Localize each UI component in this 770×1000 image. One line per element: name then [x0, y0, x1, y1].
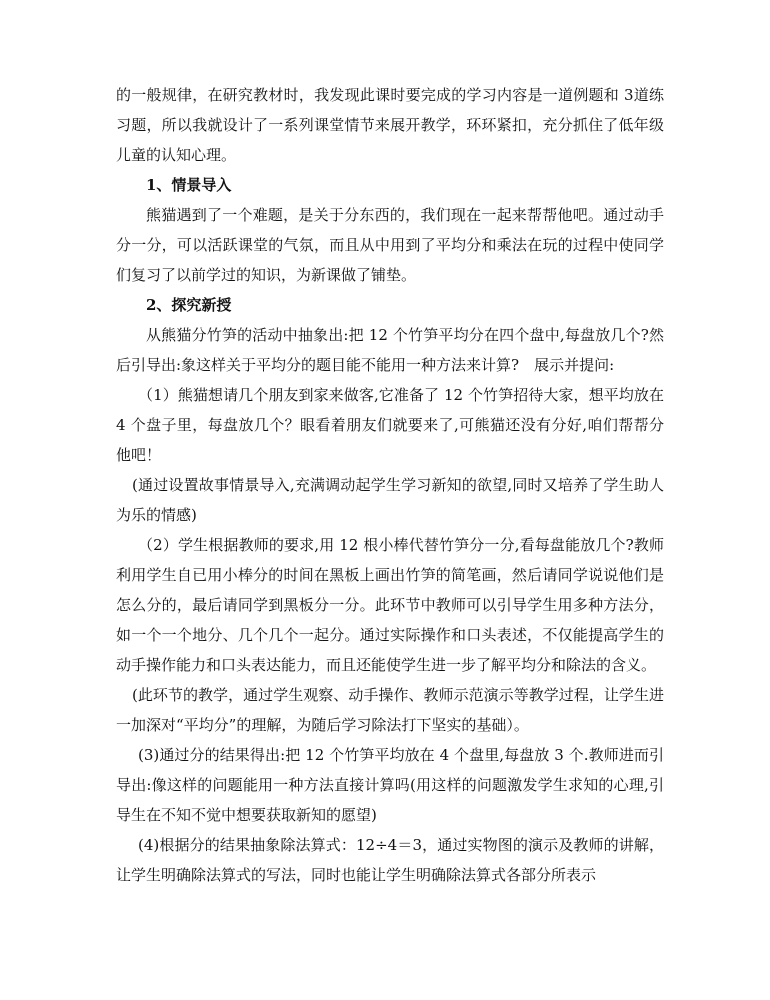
step-3-paragraph: (3)通过分的结果得出:把 12 个竹笋平均放在 4 个盘里,每盘放 3 个.教师进而引导出:像这样的问题能用一种方法直接计算吗(用这样的问题激发学生求知的心理,引导生在不知不觉中想要获取新知的愿望) — [116, 746, 664, 824]
step-1-note: (通过设置故事情景导入,充满调动起学生学习新知的欲望,同时又培养了学生助人为乐的情感) — [116, 476, 664, 524]
step-4-paragraph: (4)根据分的结果抽象除法算式：12÷4＝3，通过实物图的演示及教师的讲解，让学生明确除法算式的写法，同时也能让学生明确除法算式各部分所表示 — [116, 836, 664, 884]
intro-paragraph: 的一般规律，在研究教材时，我发现此课时要完成的学习内容是一道例题和 3道练习题，所以我就设计了一系列课堂情节来展开教学，环环紧扣，充分抓住了低年级儿童的认知心理。 — [116, 86, 664, 164]
step-2-paragraph: （2）学生根据教师的要求,用 12 根小棒代替竹笋分一分,看每盘能放几个?教师利用学生自已用小棒分的时间在黑板上画出竹笋的简笔画，然后请同学说说他们是怎么分的，最后请同学到黑板分一分。此环节中教师可以引导学生用多种方法分，如一个一个地分、几个几个一起分。通过实际操作和口头表述，不仅能提高学生的动手操作能力和口头表达能力，而且还能使学生进一步了解平均分和除法的含义。 — [116, 536, 664, 674]
section-heading-explore: 2、探究新授 — [146, 296, 232, 314]
document-page — [116, 80, 664, 890]
step-2-note: (此环节的教学，通过学生观察、动手操作、教师示范演示等教学过程，让学生进一加深对“平均分”的理解，为随后学习除法打下坚实的基础）。 — [116, 686, 664, 734]
section-heading-scenario: 1、情景导入 — [146, 176, 232, 194]
scenario-paragraph: 熊猫遇到了一个难题，是关于分东西的，我们现在一起来帮帮他吧。通过动手分一分，可以活跃课堂的气氛，而且从中用到了平均分和乘法在玩的过程中使同学们复习了以前学过的知识，为新课做了铺垫。 — [116, 206, 664, 284]
step-1-paragraph: （1）熊猫想请几个朋友到家来做客,它准备了 12 个竹笋招待大家，想平均放在 4 个盘子里，每盘放几个？眼看着朋友们就要来了,可熊猫还没有分好,咱们帮帮分他吧！ — [116, 386, 664, 464]
explore-paragraph: 从熊猫分竹笋的活动中抽象出:把 12 个竹笋平均分在四个盘中,每盘放几个?然后引导出:象这样关于平均分的题目能不能用一种方法来计算? 展示并提问: — [116, 326, 664, 374]
